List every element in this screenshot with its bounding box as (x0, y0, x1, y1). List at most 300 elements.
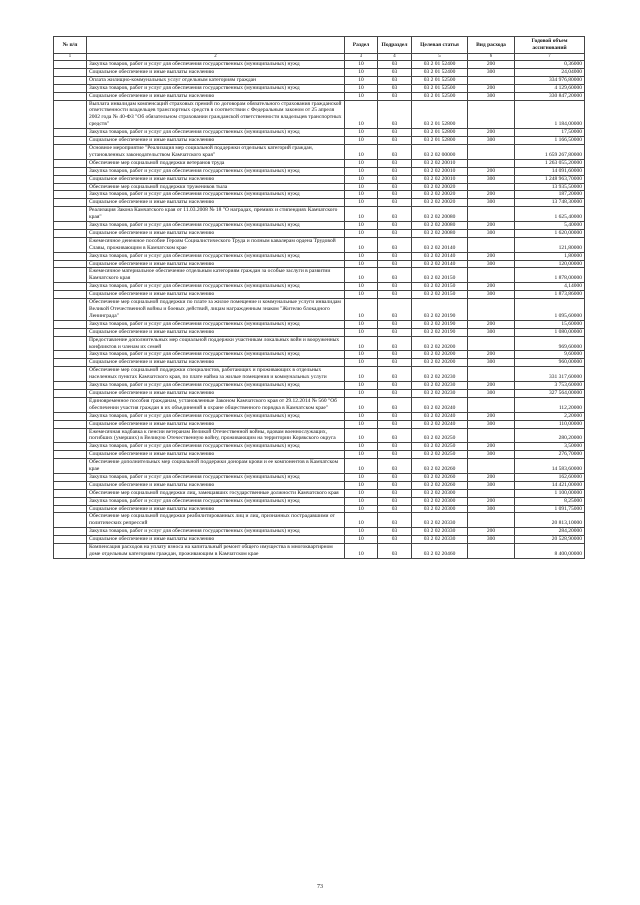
cell-amount: 1 184,00000 (515, 100, 585, 129)
cell-expense-type: 300 (468, 505, 515, 513)
table-row (54, 183, 585, 191)
table-row (54, 268, 585, 283)
cell-podrazdel: 03 (378, 489, 412, 497)
table-row (54, 191, 585, 199)
cell-name: Компенсация расходов на уплату взноса на капитальный ремонт общего имущества в многоквартирном доме отдельным категориям граждан, проживающим в Камчатском крае (87, 544, 345, 559)
cell-name: Социальное обеспечение и иные выплаты населению (87, 175, 345, 183)
cell-name: Ежемесячное денежное пособие Героям Социалистического Труда и полным кавалерам ордена Трудовой Славы, проживающим в Камчатском крае (87, 237, 345, 252)
cell-expense-type (468, 428, 515, 443)
cell-name: Социальное обеспечение и иные выплаты населению (87, 536, 345, 544)
cell-name: Социальное обеспечение и иные выплаты населению (87, 68, 345, 76)
cell-amount: 14 091,60000 (515, 167, 585, 175)
cell-name: Основное мероприятие "Реализация мер социальной поддержки отдельных категорий граждан, установленных законодательством Камчатского края" (87, 144, 345, 159)
cell-num (54, 528, 87, 536)
cell-podrazdel: 03 (378, 536, 412, 544)
table-row (54, 397, 585, 412)
table-row (54, 505, 585, 513)
cell-num (54, 229, 87, 237)
cell-target-article: 03 2 02 20240 (412, 412, 468, 420)
page-number: 73 (317, 884, 323, 890)
cell-podrazdel: 03 (378, 129, 412, 137)
cell-name: Социальное обеспечение и иные выплаты населению (87, 451, 345, 459)
cell-target-article: 03 2 02 20150 (412, 291, 468, 299)
table-row (54, 199, 585, 207)
cell-num (54, 489, 87, 497)
cell-num (54, 144, 87, 159)
cell-target-article: 03 2 02 20080 (412, 207, 468, 222)
cell-amount: 1 100,00000 (515, 489, 585, 497)
cell-target-article: 03 2 01 52800 (412, 137, 468, 145)
table-row (54, 389, 585, 397)
budget-table-page (53, 36, 584, 559)
cell-amount: 276,70000 (515, 451, 585, 459)
cell-amount: 187,20000 (515, 191, 585, 199)
cell-num (54, 320, 87, 328)
cell-target-article: 03 2 02 20300 (412, 505, 468, 513)
table-row (54, 229, 585, 237)
cell-num (54, 260, 87, 268)
cell-target-article: 03 2 02 20300 (412, 489, 468, 497)
cell-target-article: 03 2 01 52500 (412, 92, 468, 100)
cell-target-article: 03 2 01 52500 (412, 76, 468, 84)
cell-razdel: 10 (345, 320, 378, 328)
cell-name: Закупка товаров, работ и услуг для обеспечения государственных (муниципальных) нужд (87, 252, 345, 260)
cell-podrazdel: 03 (378, 336, 412, 351)
cell-target-article: 03 2 02 20020 (412, 191, 468, 199)
table-row (54, 207, 585, 222)
cell-name: Закупка товаров, работ и услуг для обеспечения государственных (муниципальных) нужд (87, 84, 345, 92)
cell-name: Социальное обеспечение и иные выплаты населению (87, 389, 345, 397)
cell-num (54, 299, 87, 321)
cell-name: Закупка товаров, работ и услуг для обеспечения государственных (муниципальных) нужд (87, 191, 345, 199)
cell-podrazdel: 03 (378, 481, 412, 489)
column-number: 6 (468, 54, 515, 61)
cell-name: Социальное обеспечение и иные выплаты населению (87, 92, 345, 100)
cell-razdel: 10 (345, 237, 378, 252)
cell-podrazdel: 03 (378, 528, 412, 536)
cell-amount: 284,20000 (515, 528, 585, 536)
table-row (54, 412, 585, 420)
cell-podrazdel: 03 (378, 222, 412, 230)
cell-podrazdel: 03 (378, 260, 412, 268)
cell-target-article: 03 2 02 20230 (412, 382, 468, 390)
cell-podrazdel: 03 (378, 283, 412, 291)
cell-name: Ежемесячная надбавка к пенсии ветеранам Великой Отечественной войны, вдовам военнослужащих, погибших (умерших) в Великую Отечественную войну, проживающим на территории Корякского округа (87, 428, 345, 443)
cell-name: Закупка товаров, работ и услуг для обеспечения государственных (муниципальных) нужд (87, 473, 345, 481)
cell-amount: 15,60000 (515, 320, 585, 328)
table-row (54, 283, 585, 291)
cell-name: Социальное обеспечение и иные выплаты населению (87, 291, 345, 299)
cell-expense-type (468, 159, 515, 167)
cell-name: Социальное обеспечение и иные выплаты населению (87, 420, 345, 428)
cell-num (54, 382, 87, 390)
cell-target-article: 03 2 02 20230 (412, 367, 468, 382)
cell-amount: 4,14000 (515, 283, 585, 291)
cell-razdel: 10 (345, 451, 378, 459)
cell-amount: 1 625,40000 (515, 207, 585, 222)
cell-num (54, 397, 87, 412)
cell-target-article: 03 2 02 20330 (412, 528, 468, 536)
cell-expense-type: 200 (468, 283, 515, 291)
cell-podrazdel: 03 (378, 397, 412, 412)
cell-num (54, 100, 87, 129)
cell-amount: 9,60000 (515, 351, 585, 359)
cell-podrazdel: 03 (378, 544, 412, 559)
cell-target-article: 03 2 02 20080 (412, 229, 468, 237)
cell-expense-type (468, 489, 515, 497)
header-name (87, 37, 345, 54)
table-row (54, 513, 585, 528)
cell-podrazdel: 03 (378, 459, 412, 474)
cell-target-article: 03 2 02 20260 (412, 473, 468, 481)
cell-expense-type: 200 (468, 412, 515, 420)
cell-name: Закупка товаров, работ и услуг для обеспечения государственных (муниципальных) нужд (87, 167, 345, 175)
cell-target-article: 03 2 02 20010 (412, 175, 468, 183)
cell-amount: 1 095,60000 (515, 299, 585, 321)
cell-num (54, 412, 87, 420)
cell-razdel: 10 (345, 336, 378, 351)
cell-razdel: 10 (345, 528, 378, 536)
cell-num (54, 451, 87, 459)
cell-podrazdel: 03 (378, 443, 412, 451)
cell-amount: 121,80000 (515, 237, 585, 252)
table-row (54, 129, 585, 137)
cell-num (54, 473, 87, 481)
cell-target-article: 03 2 02 20330 (412, 536, 468, 544)
cell-podrazdel: 03 (378, 412, 412, 420)
cell-target-article: 03 2 02 20190 (412, 299, 468, 321)
header-row (54, 37, 585, 54)
column-number: 5 (412, 54, 468, 61)
cell-expense-type: 300 (468, 451, 515, 459)
cell-podrazdel: 03 (378, 505, 412, 513)
cell-num (54, 505, 87, 513)
cell-target-article: 03 2 02 20140 (412, 237, 468, 252)
table-row (54, 489, 585, 497)
cell-razdel: 10 (345, 68, 378, 76)
cell-target-article: 03 2 02 20200 (412, 336, 468, 351)
cell-num (54, 199, 87, 207)
cell-amount: 1 263 055,20000 (515, 159, 585, 167)
cell-podrazdel: 03 (378, 183, 412, 191)
cell-target-article: 03 2 02 20140 (412, 260, 468, 268)
cell-amount: 4 129,60000 (515, 84, 585, 92)
cell-amount: 110,00000 (515, 420, 585, 428)
cell-num (54, 443, 87, 451)
cell-target-article: 03 2 01 52400 (412, 68, 468, 76)
table-row (54, 260, 585, 268)
cell-name: Закупка товаров, работ и услуг для обеспечения государственных (муниципальных) нужд (87, 412, 345, 420)
cell-num (54, 351, 87, 359)
cell-expense-type: 200 (468, 252, 515, 260)
cell-expense-type: 200 (468, 191, 515, 199)
cell-podrazdel: 03 (378, 299, 412, 321)
table-row (54, 481, 585, 489)
cell-podrazdel: 03 (378, 61, 412, 69)
cell-name: Ежемесячное материальное обеспечение отдельным категориям граждан за особые заслуги в развитии Камчатского края (87, 268, 345, 283)
cell-podrazdel: 03 (378, 92, 412, 100)
header-podrazdel: Подраздел (378, 37, 412, 54)
cell-name: Предоставление дополнительных мер социальной поддержки участникам локальных войн и вооруженных конфликтов и членам их семей (87, 336, 345, 351)
cell-expense-type: 300 (468, 137, 515, 145)
cell-expense-type: 300 (468, 68, 515, 76)
cell-razdel: 10 (345, 76, 378, 84)
cell-podrazdel: 03 (378, 497, 412, 505)
cell-expense-type: 300 (468, 260, 515, 268)
cell-razdel: 10 (345, 175, 378, 183)
cell-razdel: 10 (345, 84, 378, 92)
cell-num (54, 389, 87, 397)
cell-name: Обеспечение мер социальной поддержки по плате за жилое помещение и коммунальные услуги инвалидам Великой Отечественной войны и боевых действий, лицам награжденным знаком "Жителю блокадного Ленинграда" (87, 299, 345, 321)
cell-razdel: 10 (345, 144, 378, 159)
table-row (54, 528, 585, 536)
cell-num (54, 291, 87, 299)
table-row (54, 497, 585, 505)
cell-razdel: 10 (345, 260, 378, 268)
cell-amount: 960,00000 (515, 359, 585, 367)
cell-razdel: 10 (345, 328, 378, 336)
cell-razdel: 10 (345, 207, 378, 222)
cell-razdel: 10 (345, 351, 378, 359)
cell-num (54, 159, 87, 167)
cell-podrazdel: 03 (378, 351, 412, 359)
cell-amount: 17,50000 (515, 129, 585, 137)
cell-razdel: 10 (345, 183, 378, 191)
column-number: 4 (378, 54, 412, 61)
cell-razdel: 10 (345, 229, 378, 237)
table-row (54, 291, 585, 299)
cell-name: Закупка товаров, работ и услуг для обеспечения государственных (муниципальных) нужд (87, 129, 345, 137)
cell-expense-type (468, 459, 515, 474)
cell-num (54, 84, 87, 92)
table-row (54, 137, 585, 145)
cell-num (54, 61, 87, 69)
cell-amount: 3,50000 (515, 443, 585, 451)
cell-expense-type: 200 (468, 84, 515, 92)
cell-razdel: 10 (345, 505, 378, 513)
table-row (54, 382, 585, 390)
table-row (54, 367, 585, 382)
cell-amount: 112,20000 (515, 397, 585, 412)
cell-expense-type: 300 (468, 328, 515, 336)
table-row (54, 443, 585, 451)
cell-target-article: 03 2 02 20260 (412, 481, 468, 489)
cell-num (54, 76, 87, 84)
cell-target-article: 03 2 01 52800 (412, 129, 468, 137)
header-num: № п/п (54, 37, 87, 54)
cell-num (54, 459, 87, 474)
cell-razdel: 10 (345, 299, 378, 321)
cell-podrazdel: 03 (378, 389, 412, 397)
cell-target-article: 03 2 02 20460 (412, 544, 468, 559)
cell-name: Реализация Закона Камчатского края от 11.03.2008 № 18 "О наградах, премиях и стипендиях Камчатского края" (87, 207, 345, 222)
cell-num (54, 175, 87, 183)
cell-num (54, 129, 87, 137)
cell-expense-type (468, 76, 515, 84)
cell-target-article: 03 2 01 52400 (412, 61, 468, 69)
cell-podrazdel: 03 (378, 473, 412, 481)
cell-num (54, 237, 87, 252)
cell-razdel: 10 (345, 252, 378, 260)
cell-num (54, 513, 87, 528)
cell-name: Социальное обеспечение и иные выплаты населению (87, 137, 345, 145)
cell-amount: 3 753,60000 (515, 382, 585, 390)
cell-amount: 1 659 267,80000 (515, 144, 585, 159)
cell-num (54, 328, 87, 336)
cell-razdel: 10 (345, 159, 378, 167)
cell-razdel: 10 (345, 497, 378, 505)
cell-razdel: 10 (345, 268, 378, 283)
cell-razdel: 10 (345, 167, 378, 175)
cell-razdel: 10 (345, 199, 378, 207)
cell-target-article: 03 2 02 20300 (412, 497, 468, 505)
cell-num (54, 497, 87, 505)
cell-razdel: 10 (345, 389, 378, 397)
cell-num (54, 544, 87, 559)
cell-expense-type (468, 207, 515, 222)
table-row (54, 92, 585, 100)
cell-name: Закупка товаров, работ и услуг для обеспечения государственных (муниципальных) нужд (87, 320, 345, 328)
cell-expense-type: 200 (468, 61, 515, 69)
cell-expense-type (468, 513, 515, 528)
cell-name: Обеспечение мер социальной поддержки тружеников тыла (87, 183, 345, 191)
cell-razdel: 10 (345, 544, 378, 559)
cell-target-article: 03 2 02 20010 (412, 159, 468, 167)
cell-target-article: 03 2 02 20200 (412, 359, 468, 367)
cell-amount: 330 847,20000 (515, 92, 585, 100)
cell-expense-type (468, 397, 515, 412)
cell-name: Социальное обеспечение и иные выплаты населению (87, 199, 345, 207)
cell-razdel: 10 (345, 481, 378, 489)
cell-name: Закупка товаров, работ и услуг для обеспечения государственных (муниципальных) нужд (87, 61, 345, 69)
cell-expense-type: 300 (468, 420, 515, 428)
cell-podrazdel: 03 (378, 68, 412, 76)
cell-podrazdel: 03 (378, 367, 412, 382)
table-row (54, 159, 585, 167)
cell-name: Закупка товаров, работ и услуг для обеспечения государственных (муниципальных) нужд (87, 443, 345, 451)
cell-razdel: 10 (345, 367, 378, 382)
cell-amount: 8,25000 (515, 497, 585, 505)
table-row (54, 428, 585, 443)
cell-amount: 1 873,86000 (515, 291, 585, 299)
cell-amount: 13 748,30000 (515, 199, 585, 207)
cell-amount: 1 878,00000 (515, 268, 585, 283)
cell-name: Закупка товаров, работ и услуг для обеспечения государственных (муниципальных) нужд (87, 528, 345, 536)
cell-podrazdel: 03 (378, 451, 412, 459)
cell-target-article: 03 2 02 20190 (412, 328, 468, 336)
cell-num (54, 92, 87, 100)
cell-podrazdel: 03 (378, 199, 412, 207)
table-row (54, 76, 585, 84)
cell-expense-type: 200 (468, 528, 515, 536)
cell-num (54, 481, 87, 489)
cell-amount: 334 976,80000 (515, 76, 585, 84)
cell-expense-type: 300 (468, 199, 515, 207)
cell-expense-type: 300 (468, 536, 515, 544)
column-number: 7 (515, 54, 585, 61)
cell-expense-type (468, 237, 515, 252)
cell-target-article: 03 2 02 20200 (412, 351, 468, 359)
cell-target-article: 03 2 02 20240 (412, 397, 468, 412)
cell-expense-type (468, 144, 515, 159)
cell-podrazdel: 03 (378, 237, 412, 252)
cell-expense-type: 200 (468, 129, 515, 137)
table-row (54, 68, 585, 76)
column-number: 1 (54, 54, 87, 61)
cell-num (54, 68, 87, 76)
table-row (54, 100, 585, 129)
table-row (54, 320, 585, 328)
cell-target-article: 03 2 02 20250 (412, 443, 468, 451)
cell-name: Социальное обеспечение и иные выплаты населению (87, 260, 345, 268)
cell-expense-type: 300 (468, 229, 515, 237)
cell-target-article: 03 2 02 20010 (412, 167, 468, 175)
cell-expense-type (468, 100, 515, 129)
cell-name: Обеспечение дополнительных мер социальной поддержки донорам крови и ее компонентов в Камчатском крае (87, 459, 345, 474)
cell-razdel: 10 (345, 459, 378, 474)
cell-num (54, 167, 87, 175)
table-row (54, 336, 585, 351)
header-annual-amount: Годовой объем ассигнований (515, 37, 585, 54)
cell-podrazdel: 03 (378, 291, 412, 299)
table-row (54, 144, 585, 159)
cell-podrazdel: 03 (378, 320, 412, 328)
cell-name: Социальное обеспечение и иные выплаты населению (87, 481, 345, 489)
cell-target-article: 03 2 02 20020 (412, 183, 468, 191)
cell-amount: 1 080,00000 (515, 328, 585, 336)
cell-expense-type (468, 183, 515, 191)
cell-razdel: 10 (345, 92, 378, 100)
cell-amount: 14 583,60000 (515, 459, 585, 474)
table-row (54, 328, 585, 336)
cell-amount: 13 935,50000 (515, 183, 585, 191)
budget-table (53, 36, 585, 559)
table-row (54, 61, 585, 69)
cell-amount: 1 248 963,70000 (515, 175, 585, 183)
cell-razdel: 10 (345, 513, 378, 528)
cell-amount: 969,60000 (515, 336, 585, 351)
cell-expense-type: 300 (468, 175, 515, 183)
header-expense-type: Вид расхода (468, 37, 515, 54)
cell-name: Социальное обеспечение и иные выплаты населению (87, 359, 345, 367)
cell-expense-type: 200 (468, 443, 515, 451)
cell-podrazdel: 03 (378, 84, 412, 92)
cell-expense-type (468, 268, 515, 283)
cell-expense-type (468, 367, 515, 382)
cell-target-article: 03 2 02 20330 (412, 513, 468, 528)
cell-amount: 162,60000 (515, 473, 585, 481)
cell-podrazdel: 03 (378, 359, 412, 367)
cell-name: Обеспечение мер социальной поддержки ветеранов труда (87, 159, 345, 167)
cell-target-article: 03 2 02 20150 (412, 268, 468, 283)
cell-num (54, 191, 87, 199)
cell-target-article: 03 2 02 20020 (412, 199, 468, 207)
cell-amount: 5,40000 (515, 222, 585, 230)
table-row (54, 351, 585, 359)
cell-amount: 327 564,00000 (515, 389, 585, 397)
cell-amount: 20 813,10000 (515, 513, 585, 528)
cell-num (54, 367, 87, 382)
cell-num (54, 207, 87, 222)
cell-expense-type (468, 544, 515, 559)
cell-podrazdel: 03 (378, 252, 412, 260)
cell-target-article: 03 2 01 52500 (412, 84, 468, 92)
cell-expense-type: 300 (468, 291, 515, 299)
cell-razdel: 10 (345, 420, 378, 428)
cell-razdel: 10 (345, 100, 378, 129)
cell-amount: 14 421,00000 (515, 481, 585, 489)
cell-podrazdel: 03 (378, 159, 412, 167)
